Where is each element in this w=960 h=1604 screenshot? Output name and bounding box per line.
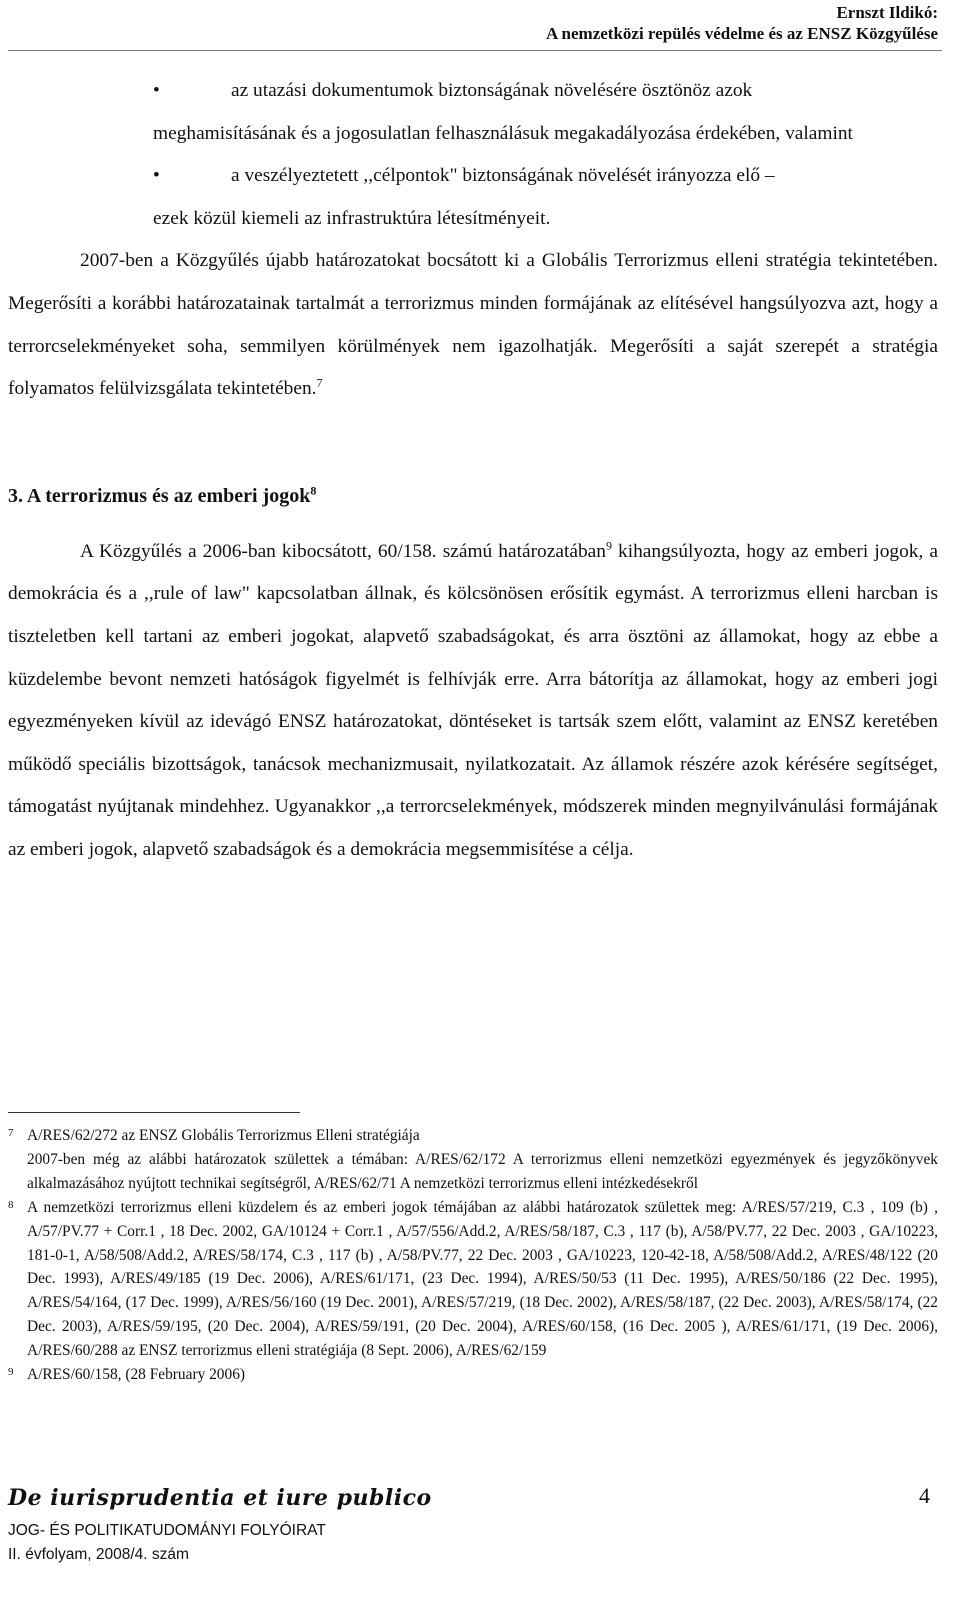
section-heading: 3. A terrorizmus és az emberi jogok$^8$	[8, 483, 317, 507]
footnote-8: 8 A nemzetközi terrorizmus elleni küzdelem és az emberi jogok témájában az alábbi határozatok születtek meg: A/RES/57/219, C.3 , 109 (b) , A/57/PV.77 + Corr.1 , 18 Dec. 2002, GA/10124 + Corr.1 , A/57/556/Add.2, A/RES/58/187, C.3 , 117 (b), A/58/PV.77, 22 Dec. 2003 , GA/10223, 181-0-1, A/58/508/Add.2, A/RES/58/174, C.3 , 117 (b) , A/58/PV.77, 22 Dec. 2003 , GA/10223, 120-42-18, A/58/508/Add.2, A/RES/48/122 (20 Dec. 1993), A/RES/49/185 (19 Dec. 2006), A/RES/61/171, (23 Dec. 1994), A/RES/50/53 (11 Dec. 1995), A/RES/50/186 (22 Dec. 1995), A/RES/54/164, (17 Dec. 1999), A/RES/56/160 (19 Dec. 2001), A/RES/57/219, (18 Dec. 2002), A/RES/58/187, (22 Dec. 2003), A/RES/58/174, (22 Dec. 2003), A/RES/59/195, (20 Dec. 2004), A/RES/59/191, (20 Dec. 2004), A/RES/60/158, (16 Dec. 2005 ), A/RES/61/171, (19 Dec. 2006), A/RES/60/288 az ENSZ terrorizmus elleni stratégiája (8 Sept. 2006), A/RES/62/159	[8, 1198, 938, 1360]
page-number: 4	[919, 1483, 930, 1508]
header-title: A nemzetközi repülés védelme és az ENSZ Közgyűlése	[545, 24, 938, 43]
running-header	[546, 2, 938, 44]
journal-issue: II. évfolyam, 2008/4. szám	[8, 1546, 189, 1563]
header-rule	[8, 50, 942, 51]
bullet-icon: •	[153, 80, 160, 101]
footnotes	[8, 1124, 938, 1387]
bullet-item-2	[8, 155, 938, 198]
footnote-7: 7 A/RES/62/272 az ENSZ Globális Terrorizmus Elleni stratégiája 2007-ben még az alábbi határozatok születtek a témában: A/RES/62/172 A terrorizmus elleni nemzetközi egyezmények és jegyzőkönyvek alkalmazásához nyújtott technikai segítségről, A/RES/62/71 A nemzetközi terrorizmus elleni intézkedésekről	[8, 1124, 938, 1196]
footnote-7-continuation: 2007-ben még az alábbi határozatok születtek a témában: A/RES/62/172 A terrorizmus elleni nemzetközi egyezmények és jegyzőkönyvek alkalmazásához nyújtott technikai segítségről, A/RES/62/71 A nemzetközi terrorizmus elleni intézkedésekről	[27, 1150, 938, 1192]
footnote-9: 9 A/RES/60/158, (28 February 2006)	[8, 1366, 246, 1384]
bullet-2-continuation: ezek közül kiemeli az infrastruktúra létesítményeit.	[153, 207, 551, 229]
footnote-ref-7[interactable]: 7	[316, 375, 323, 390]
paragraph-strategy: 2007-ben a Közgyűlés újabb határozatokat bocsátott ki a Globális Terrorizmus elleni stratégia tekintetében. Megerősíti a korábbi határozatainak tartalmát a terrorizmus minden formájának az elítésével hangsúlyozva azt, hogy a terrorcselekményeket soha, semmilyen körülmények nem igazolhatják. Megerősíti a saját szerepét a stratégia folyamatos felülvizsgálata tekintetében.$^7$	[8, 250, 938, 400]
body-text	[8, 70, 938, 872]
header-author: Ernszt Ildikó:	[836, 3, 938, 22]
footnote-mark-7: 7	[8, 1127, 14, 1139]
bullet-2-first-line: a veszélyeztetett ,,célpontok" biztonságának növelését irányozza elő –	[231, 165, 775, 187]
footnote-mark-9: 9	[8, 1366, 14, 1379]
bullet-1-first-line: az utazási dokumentumok biztonságának növelésére ösztönöz azok	[231, 80, 753, 101]
footnote-mark-8: 8	[8, 1198, 14, 1211]
journal-name: De iurisprudentia et iure publico	[8, 1485, 432, 1511]
journal-subtitle: JOG- ÉS POLITIKATUDOMÁNYI FOLYÓIRAT	[8, 1522, 326, 1539]
footnote-ref-9[interactable]: 9	[605, 538, 612, 553]
paragraph-human-rights: A Közgyűlés a 2006-ban kibocsátott, 60/158. számú határozatában$^9$ kihangsúlyozta, hogy az emberi jogok, a demokrácia és a ,,rule of law" kapcsolatban állnak, és kölcsönösen erősítik egymást. A terrorizmus elleni harcban is tiszteletben kell tartani az emberi jogokat, alapvető szabadságokat, és arra ösztöni az államokat, hogy az ebbe a küzdelembe bevont nemzeti hatóságok figyelmét is felhívják erre. Arra bátorítja az államokat, hogy az emberi jogi egyezményeken kívül az idevágó ENSZ határozatokat, döntéseket is tartsák szem előtt, valamint az ENSZ keretében működő speciális bizottságok, tanácsok mechanizmusait, nyilatkozatait. Az államok részére azok kérésére segítséget, támogatást nyújtanak mindehhez. Ugyanakkor ,,a terrorcselekmények, módszerek minden megnyilvánulási formájának az emberi jogok, alapvető szabadságok és a demokrácia megsemmisítése a célja.	[8, 538, 938, 860]
bullet-icon: •	[153, 165, 160, 187]
footnote-ref-8[interactable]: 8	[310, 483, 317, 498]
bullet-item-1	[8, 70, 938, 113]
footnote-separator	[8, 1112, 300, 1113]
bullet-1-continuation: meghamisításának és a jogosulatlan felhasználásuk megakadályozása érdekében, valamint	[153, 122, 853, 144]
